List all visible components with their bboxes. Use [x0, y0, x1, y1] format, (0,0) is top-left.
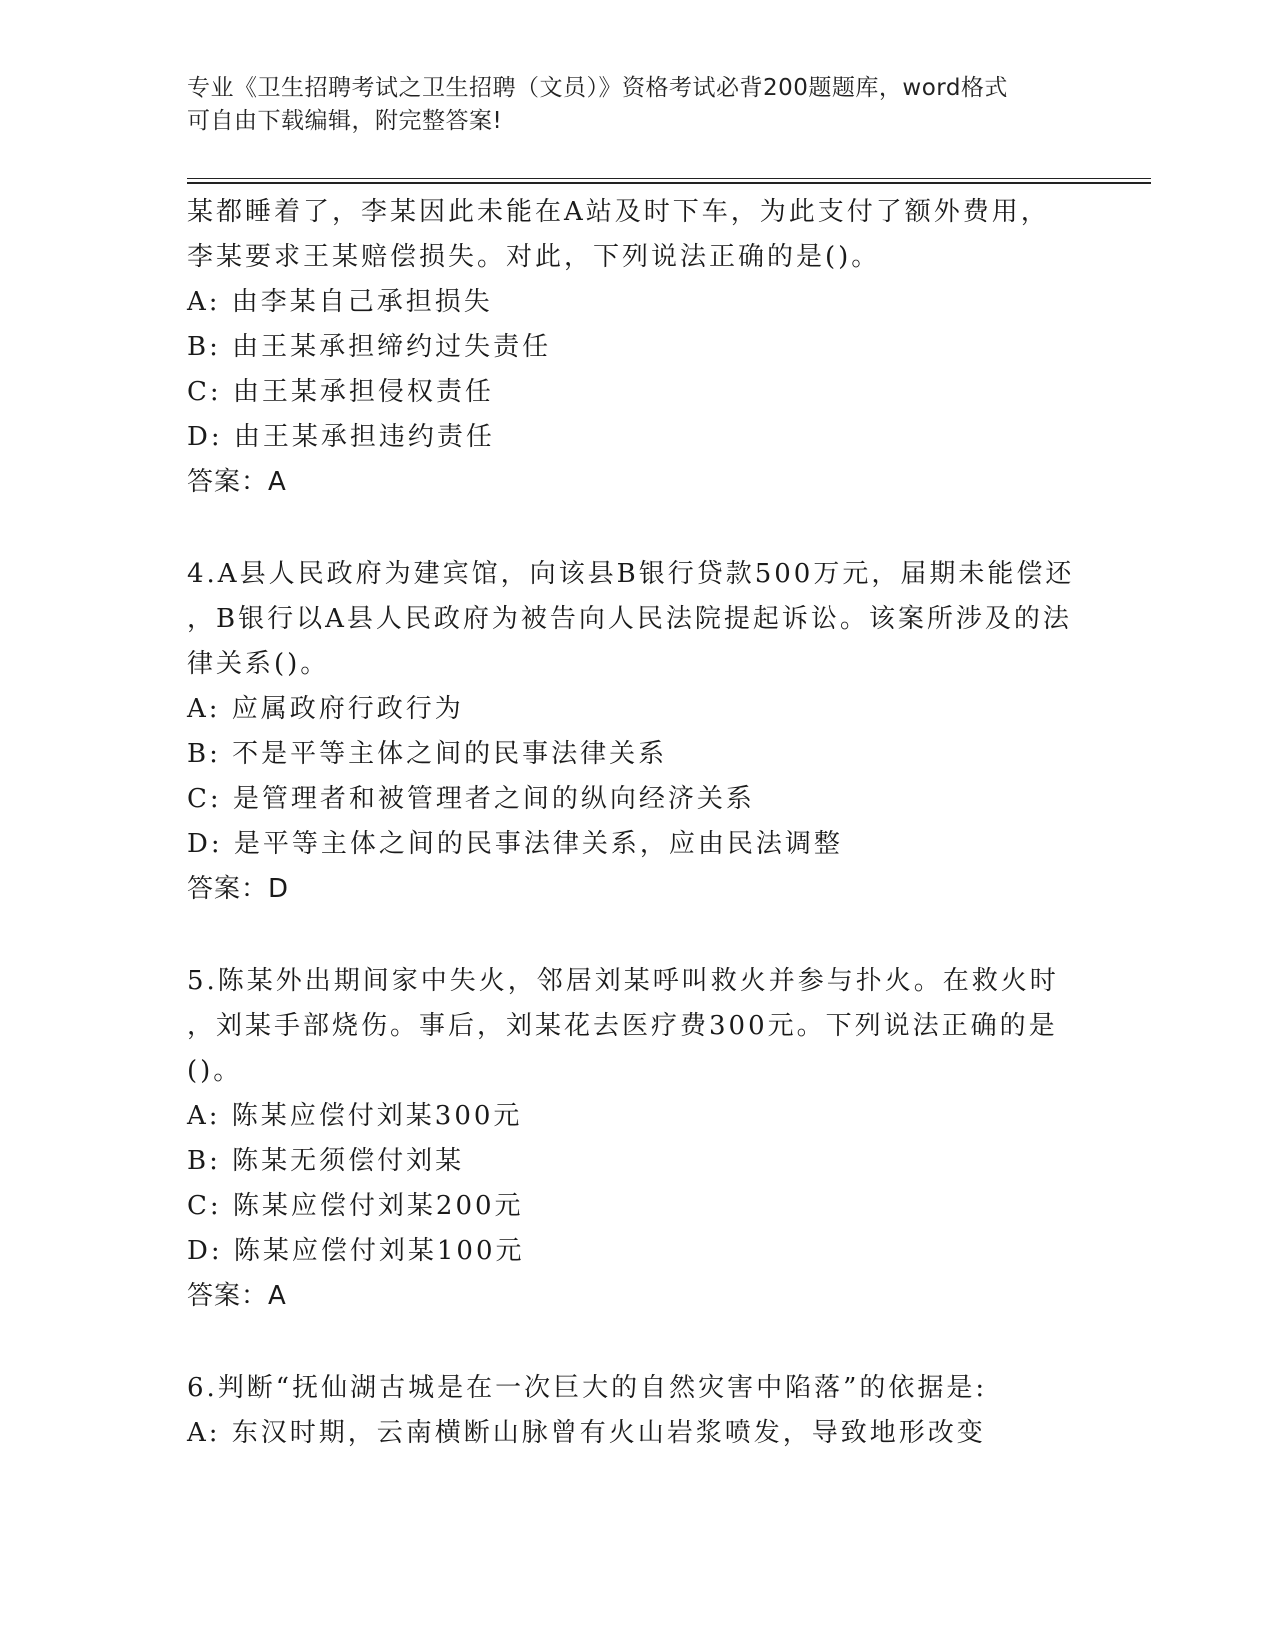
document-header: [187, 72, 1087, 138]
option-b: B: 陈某无须偿付刘某: [187, 1146, 465, 1176]
question-stem-line: ，B银行以A县人民政府为被告向人民法院提起诉讼。该案所涉及的法: [187, 604, 1072, 634]
option-d: D: 陈某应偿付刘某100元: [187, 1236, 525, 1266]
question-stem-line: 6.判断“抚仙湖古城是在一次巨大的自然灾害中陷落”的依据是:: [187, 1373, 988, 1403]
answer: 答案：D: [187, 874, 290, 904]
spacer: [187, 505, 1087, 552]
document-body: [187, 190, 1087, 1456]
header-divider-thick: [187, 182, 1151, 184]
option-c: C: 陈某应偿付刘某200元: [187, 1191, 524, 1221]
question-stem-line: 某都睡着了，李某因此未能在A站及时下车，为此支付了额外费用，: [187, 197, 1050, 227]
option-a: A: 陈某应偿付刘某300元: [187, 1101, 523, 1131]
question-stem-line: ()。: [187, 1056, 243, 1086]
question-stem-line: 4.A县人民政府为建宾馆，向该县B银行贷款500万元，届期未能偿还: [187, 559, 1075, 589]
option-c: C: 由王某承担侵权责任: [187, 377, 494, 407]
option-a: A: 由李某自己承担损失: [187, 287, 493, 317]
question-4: [187, 552, 1087, 912]
answer: 答案：A: [187, 1281, 287, 1311]
question-stem-line: 律关系()。: [187, 649, 330, 679]
header-title-line-1: 专业《卫生招聘考试之卫生招聘（文员）》资格考试必背200题题库，word格式: [187, 75, 1008, 101]
option-b: B: 不是平等主体之间的民事法律关系: [187, 739, 668, 769]
question-stem-line: 李某要求王某赔偿损失。对此，下列说法正确的是()。: [187, 242, 881, 272]
question-stem-line: 5.陈某外出期间家中失火，邻居刘某呼叫救火并参与扑火。在救火时: [187, 966, 1059, 996]
question-5: [187, 959, 1087, 1319]
option-c: C: 是管理者和被管理者之间的纵向经济关系: [187, 784, 755, 814]
question-3: [187, 190, 1087, 505]
question-stem-line: ，刘某手部烧伤。事后，刘某花去医疗费300元。下列说法正确的是: [187, 1011, 1058, 1041]
header-title-line-2: 可自由下载编辑，附完整答案!: [187, 108, 503, 134]
option-b: B: 由王某承担缔约过失责任: [187, 332, 552, 362]
option-d: D: 是平等主体之间的民事法律关系，应由民法调整: [187, 829, 843, 859]
question-6: [187, 1366, 1087, 1456]
option-a: A: 东汉时期，云南横断山脉曾有火山岩浆喷发，导致地形改变: [187, 1418, 986, 1448]
header-divider: [187, 178, 1151, 179]
option-d: D: 由王某承担违约责任: [187, 422, 495, 452]
option-a: A: 应属政府行政行为: [187, 694, 464, 724]
spacer: [187, 912, 1087, 959]
spacer: [187, 1319, 1087, 1366]
answer: 答案：A: [187, 467, 287, 497]
